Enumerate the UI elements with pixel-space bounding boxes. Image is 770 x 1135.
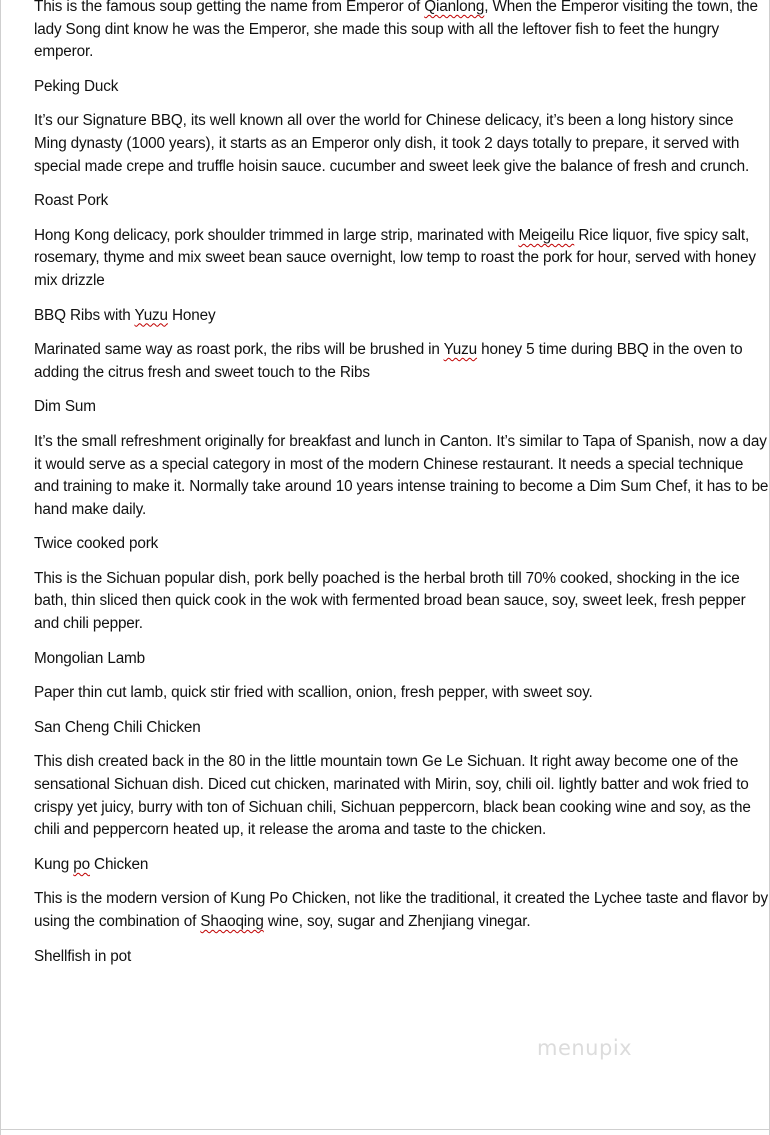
- page-bottom-border: [1, 1129, 769, 1130]
- dish-desc-san-cheng-chicken: This dish created back in the 80 in the little mountain town Ge Le Sichuan. It right away become one of the sensational Sichuan dish. Diced cut chicken, marinated with Mirin, soy, chili oil. lightly batter and wok fried to crispy yet juicy, burry with ton of Sichuan chili, Sichuan peppercorn, black bean cooking wine and soy, as the chili and peppercorn heated up, it release the aroma and taste to the chicken.: [34, 753, 751, 839]
- dish-title-shellfish-in-pot: Shellfish in pot: [34, 947, 132, 965]
- kung-po-title-end: Chicken: [89, 855, 149, 873]
- spellcheck-word: po: [73, 855, 90, 873]
- dish-title-mongolian-lamb: Mongolian Lamb: [34, 649, 145, 667]
- dish-title-roast-pork: Roast Pork: [34, 192, 109, 210]
- bbq-ribs-desc-start: Marinated same way as roast pork, the ribs will be brushed in: [34, 341, 444, 359]
- dish-desc-roast-pork: [34, 225, 769, 293]
- bbq-ribs-title-start: BBQ Ribs with: [34, 306, 135, 324]
- dish-desc-bbq-ribs: [34, 339, 769, 384]
- spellcheck-word: Qianlong: [424, 0, 485, 15]
- dish-desc-kung-po-chicken: [34, 888, 769, 933]
- dish-title-dim-sum: Dim Sum: [34, 398, 96, 416]
- spellcheck-word: Meigeilu: [518, 226, 575, 244]
- kung-po-desc-end: wine, soy, sugar and Zhenjiang vinegar.: [263, 913, 531, 930]
- spellcheck-word: Yuzu: [134, 306, 168, 324]
- dish-desc-peking-duck: It’s our Signature BBQ, its well known all over the world for Chinese delicacy, it’s been a long history since Ming dynasty (1000 years), it starts as an Emperor only dish, it took 2 days totally to prepare, it served with special made crepe and truffle hoisin sauce. cucumber and sweet leek give the balance of fresh and crunch.: [34, 112, 750, 175]
- dish-title-twice-cooked-pork: Twice cooked pork: [34, 535, 159, 553]
- intro-paragraph: [34, 0, 769, 64]
- spellcheck-word: Yuzu: [443, 341, 478, 359]
- roast-pork-desc-start: Hong Kong delicacy, pork shoulder trimmed in large strip, marinated with: [34, 226, 519, 244]
- intro-text-start: This is the famous soup getting the name from Emperor of: [34, 0, 425, 15]
- dish-title-kung-po-chicken: [34, 854, 769, 877]
- dish-desc-dim-sum: It’s the small refreshment originally for breakfast and lunch in Canton. It’s similar to Tapa of Spanish, now a day it would serve as a special category in most of the modern Chinese restaurant. It needs a special technique and training to make it. Normally take around 10 years intense training to become a Dim Sum Chef, it has to be hand make daily.: [34, 432, 769, 518]
- spellcheck-word: Shaoqing: [200, 913, 264, 930]
- kung-po-title-start: Kung: [34, 855, 74, 873]
- bbq-ribs-desc-end: honey 5 time during BBQ in the oven to adding the citrus fresh and sweet touch to the Ribs: [34, 341, 743, 381]
- menu-descriptions: [34, 0, 769, 980]
- bbq-ribs-title-end: Honey: [167, 306, 216, 324]
- kung-po-desc-start: This is the modern version of Kung Po Chicken, not like the traditional, it created the Lychee taste and flavor by using the combination of: [34, 890, 768, 930]
- dish-title-peking-duck: Peking Duck: [34, 77, 119, 95]
- dish-desc-twice-cooked-pork: This is the Sichuan popular dish, pork belly poached is the herbal broth till 70% cooked, shocking in the ice bath, thin sliced then quick cook in the wok with fermented broad bean sauce, soy, sweet leek, fresh pepper and chili pepper.: [34, 569, 746, 633]
- dish-title-san-cheng-chicken: San Cheng Chili Chicken: [34, 718, 201, 736]
- dish-title-bbq-ribs: [34, 305, 769, 328]
- menupix-watermark: menupix: [537, 1036, 633, 1060]
- intro-text-end: , When the Emperor visiting the town, the lady Song dint know he was the Emperor, she made this soup with all the leftover fish to feet the hungry emperor.: [34, 0, 758, 61]
- roast-pork-desc-end: Rice liquor, five spicy salt, rosemary, thyme and mix sweet bean sauce overnight, low temp to roast the pork for hour, served with honey mix drizzle: [34, 226, 756, 289]
- dish-desc-mongolian-lamb: Paper thin cut lamb, quick stir fried with scallion, onion, fresh pepper, with sweet soy.: [34, 684, 593, 702]
